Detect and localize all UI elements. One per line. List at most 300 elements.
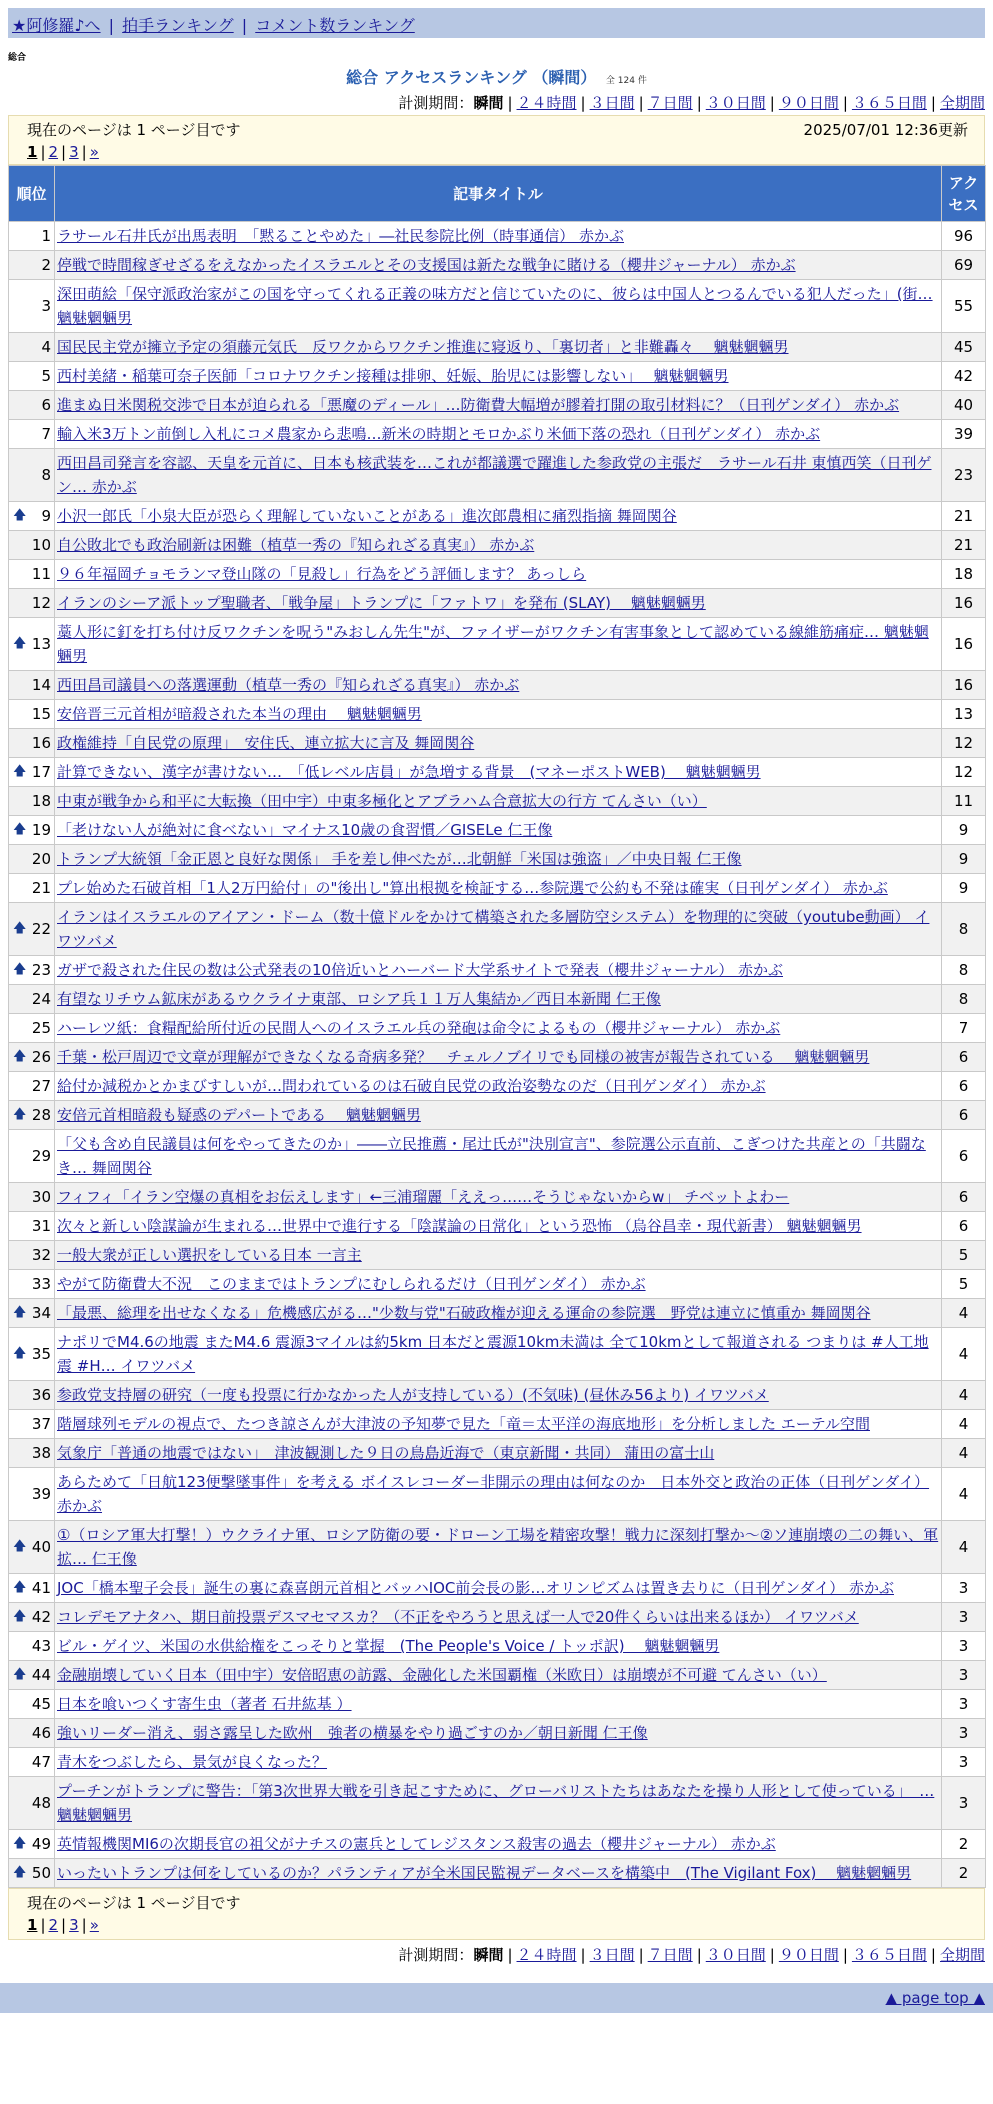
access-count: 18 xyxy=(942,560,986,589)
access-count: 3 xyxy=(942,1661,986,1690)
access-count: 16 xyxy=(942,618,986,671)
rank-number: 20 xyxy=(31,850,51,868)
article-link[interactable]: ９６年福岡チョモランマ登山隊の「見殺し」行為をどう評価します？ あっしら xyxy=(57,565,587,583)
table-row xyxy=(9,787,986,816)
article-link[interactable]: ビル・ゲイツ、米国の水供給権をこっそりと掌握 (The People's Voice / トッポ訳) 魑魅魍魎男 xyxy=(57,1637,720,1655)
article-link[interactable]: ハーレツ紙：食糧配給所付近の民間人へのイスラエル兵の発砲は命令によるもの（櫻井ジャーナル） 赤かぶ xyxy=(57,1019,781,1037)
table-row xyxy=(9,1212,986,1241)
title-cell xyxy=(55,1661,942,1690)
title-cell xyxy=(55,787,942,816)
table-row xyxy=(9,1439,986,1468)
table-row xyxy=(9,1719,986,1748)
table-row xyxy=(9,420,986,449)
table-row xyxy=(9,816,986,845)
current-page-text-bottom: 現在のページは 1 ページ目です xyxy=(27,1894,241,1912)
table-row xyxy=(9,280,986,333)
header-rank: 順位 xyxy=(9,166,55,222)
article-link[interactable]: 一般大衆が正しい選択をしている日本 一言主 xyxy=(57,1246,362,1264)
article-link[interactable]: 青木をつぶしたら、景気が良くなった？ xyxy=(57,1753,328,1771)
rank-cell xyxy=(9,903,55,956)
rank-number: 28 xyxy=(31,1106,51,1124)
title-cell xyxy=(55,362,942,391)
article-link[interactable]: 安倍晋三元首相が暗殺された本当の理由 魑魅魍魎男 xyxy=(57,705,422,723)
table-row xyxy=(9,1603,986,1632)
rank-cell xyxy=(9,362,55,391)
article-link[interactable]: 小沢一郎氏「小泉大臣が恐らく理解していないことがある」進次郎農相に痛烈指摘 舞岡関谷 xyxy=(57,507,677,525)
access-count: 13 xyxy=(942,700,986,729)
article-link[interactable]: ①（ロシア軍大打撃！）ウクライナ軍、ロシア防衛の要・ドローン工場を精密攻撃！戦力に深刻打撃か～②ソ連崩壊の二の舞い、軍拡… 仁王像 xyxy=(57,1526,939,1568)
page-link-3[interactable]: 3 xyxy=(69,1916,79,1934)
article-link[interactable]: 藁人形に釘を打ち付け反ワクチンを呪う"みおしん先生"が、ファイザーがワクチン有害事象として認めている線維筋痛症… 魑魅魍魎男 xyxy=(57,623,929,665)
table-row xyxy=(9,1183,986,1212)
up-arrow-icon: 🡅 xyxy=(13,1836,27,1851)
article-link[interactable]: 階層球列モデルの視点で、たつき諒さんが大津波の予知夢で見た「竜＝太平洋の海底地形」を分析しました エーテル空間 xyxy=(57,1415,870,1433)
up-arrow-icon: 🡅 xyxy=(13,1580,27,1595)
period-link-3[interactable]: ３０日間 xyxy=(705,1946,766,1964)
table-row xyxy=(9,251,986,280)
rank-number: 12 xyxy=(31,594,51,612)
period-link-2[interactable]: ７日間 xyxy=(647,1946,693,1964)
period-link-1[interactable]: ３日間 xyxy=(589,94,635,112)
article-link[interactable]: JOC「橋本聖子会長」誕生の裏に森喜朗元首相とバッハIOC前会長の影…オリンピズムは置き去りに（日刊ゲンダイ） 赤かぶ xyxy=(57,1579,894,1597)
rank-cell xyxy=(9,845,55,874)
period-separator: | xyxy=(842,1946,848,1964)
access-count: 4 xyxy=(942,1410,986,1439)
rank-number: 9 xyxy=(41,507,51,525)
article-link[interactable]: 計算できない、漢字が書けない… 「低レベル店員」が急増する背景 (マネーポストWEB) 魑魅魍魎男 xyxy=(57,763,761,781)
rank-cell xyxy=(9,280,55,333)
article-link[interactable]: あらためて「日航123便撃墜事件」を考える ボイスレコーダー非開示の理由は何なのか 日本外交と政治の正体（日刊ゲンダイ） 赤かぶ xyxy=(57,1473,930,1515)
article-link[interactable]: 深田萌絵「保守派政治家がこの国を守ってくれる正義の味方だと信じていたのに、彼らは中国人とつるんでいる犯人だった」(街… 魑魅魍魎男 xyxy=(57,285,933,327)
top-nav xyxy=(8,8,985,38)
applause-ranking-link[interactable]: 拍手ランキング xyxy=(122,16,234,35)
article-link[interactable]: 政権維持「自民党の原理」 安住氏、連立拡大に言及 舞岡関谷 xyxy=(57,734,475,752)
access-count: 6 xyxy=(942,1101,986,1130)
access-count: 6 xyxy=(942,1183,986,1212)
rank-cell xyxy=(9,1328,55,1381)
period-link-2[interactable]: ７日間 xyxy=(647,94,693,112)
up-arrow-icon: 🡅 xyxy=(13,764,27,779)
rank-cell xyxy=(9,502,55,531)
article-link[interactable]: 気象庁「普通の地震ではない」 津波観測した９日の鳥島近海で（東京新聞・共同） 蒲田の富士山 xyxy=(57,1444,715,1462)
title-cell xyxy=(55,333,942,362)
access-count: 55 xyxy=(942,280,986,333)
rank-number: 25 xyxy=(31,1019,51,1037)
access-count: 21 xyxy=(942,502,986,531)
title-cell xyxy=(55,1521,942,1574)
page-separator: | xyxy=(40,1916,46,1934)
up-arrow-icon: 🡅 xyxy=(13,1667,27,1682)
up-arrow-icon: 🡅 xyxy=(13,1049,27,1064)
table-row xyxy=(9,1014,986,1043)
access-count: 3 xyxy=(942,1632,986,1661)
table-row xyxy=(9,1101,986,1130)
comment-ranking-link[interactable]: コメント数ランキング xyxy=(255,16,415,35)
title-cell xyxy=(55,845,942,874)
article-link[interactable]: プーチンがトランプに警告：「第3次世界大戦を引き起こすために、グローバリストたちはあなたを操り人形として使っている」 … 魑魅魍魎男 xyxy=(57,1782,935,1824)
rank-number: 4 xyxy=(41,338,51,356)
access-count: 2 xyxy=(942,1859,986,1888)
rank-number: 49 xyxy=(31,1835,51,1853)
table-row xyxy=(9,1328,986,1381)
rank-cell xyxy=(9,1521,55,1574)
rank-cell xyxy=(9,1410,55,1439)
rank-number: 18 xyxy=(31,792,51,810)
article-link[interactable]: 強いリーダー消え、弱さ露呈した欧州 強者の横暴をやり過ごすのか／朝日新聞 仁王像 xyxy=(57,1724,648,1742)
title-cell xyxy=(55,903,942,956)
current-page-text: 現在のページは 1 ページ目です xyxy=(27,121,241,139)
article-link[interactable]: 輸入米3万トン前倒し入札にコメ農家から悲鳴…新米の時期とモロかぶり米価下落の恐れ（日刊ゲンダイ） 赤かぶ xyxy=(57,425,821,443)
title-cell xyxy=(55,1130,942,1183)
article-link[interactable]: ガザで殺された住民の数は公式発表の10倍近いとハーバード大学系サイトで発表（櫻井ジャーナル） 赤かぶ xyxy=(57,961,784,979)
up-arrow-icon: 🡅 xyxy=(13,508,27,523)
article-link[interactable]: 英情報機関MI6の次期長官の祖父がナチスの憲兵としてレジスタンス殺害の過去（櫻井ジャーナル） 赤かぶ xyxy=(57,1835,776,1853)
rank-number: 32 xyxy=(31,1246,51,1264)
period-link-1[interactable]: ３日間 xyxy=(589,1946,635,1964)
rank-number: 50 xyxy=(31,1864,51,1882)
rank-number: 33 xyxy=(31,1275,51,1293)
updated-time: 2025/07/01 12:36更新 xyxy=(803,121,968,139)
rank-cell xyxy=(9,449,55,502)
rank-cell xyxy=(9,333,55,362)
title-cell xyxy=(55,1183,942,1212)
rank-number: 47 xyxy=(31,1753,51,1771)
access-count: 3 xyxy=(942,1777,986,1830)
title-cell xyxy=(55,1014,942,1043)
table-row xyxy=(9,333,986,362)
period-separator: | xyxy=(580,1946,586,1964)
table-row xyxy=(9,956,986,985)
rank-cell xyxy=(9,700,55,729)
period-link-0[interactable]: ２４時間 xyxy=(516,1946,577,1964)
rank-number: 2 xyxy=(41,256,51,274)
table-row xyxy=(9,903,986,956)
page-link-2[interactable]: 2 xyxy=(48,143,59,161)
rank-number: 30 xyxy=(31,1188,51,1206)
period-link-6[interactable]: 全期間 xyxy=(939,1946,985,1964)
table-row xyxy=(9,758,986,787)
rank-number: 7 xyxy=(41,425,51,443)
period-separator: | xyxy=(638,94,644,112)
up-arrow-icon: 🡅 xyxy=(13,1305,27,1320)
table-row xyxy=(9,618,986,671)
title-cell xyxy=(55,700,942,729)
table-row xyxy=(9,1632,986,1661)
table-row xyxy=(9,560,986,589)
title-cell xyxy=(55,1299,942,1328)
rank-number: 23 xyxy=(31,961,51,979)
period-link-6[interactable]: 全期間 xyxy=(939,94,985,112)
rank-number: 21 xyxy=(31,879,51,897)
access-count: 6 xyxy=(942,1043,986,1072)
access-count: 2 xyxy=(942,1830,986,1859)
title-cell xyxy=(55,1830,942,1859)
page-separator: | xyxy=(81,1916,87,1934)
article-link[interactable]: 「最悪、総理を出せなくなる」危機感広がる…"少数与党"石破政権が迎える運命の参院選 野党は連立に慎重か 舞岡関谷 xyxy=(57,1304,871,1322)
title-cell xyxy=(55,1328,942,1381)
access-count: 12 xyxy=(942,729,986,758)
title-cell xyxy=(55,956,942,985)
page-separator: | xyxy=(61,1916,67,1934)
rank-cell xyxy=(9,1468,55,1521)
nav-separator: | xyxy=(241,16,248,35)
title-cell xyxy=(55,1574,942,1603)
title-cell xyxy=(55,1439,942,1468)
table-row xyxy=(9,449,986,502)
up-arrow-icon: 🡅 xyxy=(13,1865,27,1880)
article-link[interactable]: 西田昌司発言を容認、天皇を元首に、日本も核武装を…これが都議選で躍進した参政党の主張だ ラサール石井 東慎西笑（日刊ゲン… 赤かぶ xyxy=(57,454,932,496)
access-count: 96 xyxy=(942,222,986,251)
period-link-5[interactable]: ３６５日間 xyxy=(851,1946,927,1964)
page-current: 1 xyxy=(27,1916,38,1934)
title-cell xyxy=(55,1719,942,1748)
rank-cell xyxy=(9,618,55,671)
article-link[interactable]: 次々と新しい陰謀論が生まれる…世界中で進行する「陰謀論の日常化」という恐怖 （烏谷昌幸・現代新書） 魑魅魍魎男 xyxy=(57,1217,862,1235)
rank-number: 10 xyxy=(31,536,51,554)
article-link[interactable]: 給付か減税かとかまびすしいが…問われているのは石破自民党の政治姿勢なのだ（日刊ゲンダイ） 赤かぶ xyxy=(57,1077,766,1095)
article-link[interactable]: イランはイスラエルのアイアン・ドーム（数十億ドルをかけて構築された多層防空システム）を物理的に突破（youtube動画） イワツバメ xyxy=(57,908,930,950)
access-count: 12 xyxy=(942,758,986,787)
rank-cell xyxy=(9,1381,55,1410)
ranking-title: 総合 アクセスランキング （瞬間） xyxy=(346,68,597,87)
table-row xyxy=(9,531,986,560)
access-count: 3 xyxy=(942,1690,986,1719)
rank-number: 45 xyxy=(31,1695,51,1713)
article-link[interactable]: 西田昌司議員への落選運動（植草一秀の『知られざる真実』） 赤かぶ xyxy=(57,676,520,694)
access-count: 4 xyxy=(942,1381,986,1410)
rank-number: 48 xyxy=(31,1794,51,1812)
access-count: 16 xyxy=(942,589,986,618)
article-link[interactable]: 千葉・松戸周辺で文章が理解ができなくなる奇病多発？ チェルノブイリでも同様の被害が報告されている 魑魅魍魎男 xyxy=(57,1048,870,1066)
rank-number: 5 xyxy=(41,367,51,385)
rank-number: 44 xyxy=(31,1666,51,1684)
period-link-4[interactable]: ９０日間 xyxy=(778,1946,839,1964)
title-cell xyxy=(55,816,942,845)
ranking-table xyxy=(8,165,986,1888)
title-cell xyxy=(55,671,942,700)
article-link[interactable]: 日本を喰いつくす寄生虫（著者 石井紘基 ） xyxy=(57,1695,352,1713)
access-count: 3 xyxy=(942,1748,986,1777)
up-arrow-icon: 🡅 xyxy=(13,1346,27,1361)
title-cell xyxy=(55,1690,942,1719)
title-cell xyxy=(55,1777,942,1830)
table-row xyxy=(9,1043,986,1072)
rank-number: 17 xyxy=(31,763,51,781)
rank-cell xyxy=(9,1603,55,1632)
article-link[interactable]: コレデモアナタハ、期日前投票デスマセマスカ？（不正をやろうと思えば一人で20件くらいは出来るほか） イワツバメ xyxy=(57,1608,859,1626)
page-separator: | xyxy=(81,143,87,161)
rank-number: 14 xyxy=(31,676,51,694)
access-count: 42 xyxy=(942,362,986,391)
rank-number: 46 xyxy=(31,1724,51,1742)
page-link-»[interactable]: » xyxy=(89,143,99,161)
period-separator: | xyxy=(507,1946,513,1964)
title-cell xyxy=(55,502,942,531)
page-current: 1 xyxy=(27,143,38,161)
rank-cell xyxy=(9,1101,55,1130)
access-count: 39 xyxy=(942,420,986,449)
rank-cell xyxy=(9,1719,55,1748)
rank-number: 26 xyxy=(31,1048,51,1066)
access-count: 9 xyxy=(942,874,986,903)
period-link-5[interactable]: ３６５日間 xyxy=(851,94,927,112)
article-link[interactable]: いったいトランプは何をしているのか？パランティアが全米国民監視データベースを構築中 (The Vigilant Fox) 魑魅魍魎男 xyxy=(57,1864,912,1882)
table-row xyxy=(9,1072,986,1101)
period-link-3[interactable]: ３０日間 xyxy=(705,94,766,112)
access-count: 5 xyxy=(942,1241,986,1270)
access-count: 4 xyxy=(942,1439,986,1468)
page-top-link[interactable]: ▲ page top ▲ xyxy=(885,1989,985,2007)
rank-cell xyxy=(9,1859,55,1888)
title-cell xyxy=(55,985,942,1014)
table-row xyxy=(9,700,986,729)
article-link[interactable]: 西村美緒・稲葉可奈子医師「コロナワクチン接種は排卵、妊娠、胎児には影響しない」 魑魅魍魎男 xyxy=(57,367,729,385)
period-current: 瞬間 xyxy=(473,1946,504,1964)
page-link-3[interactable]: 3 xyxy=(69,143,79,161)
rank-number: 22 xyxy=(31,920,51,938)
rank-number: 38 xyxy=(31,1444,51,1462)
article-link[interactable]: 有望なリチウム鉱床があるウクライナ東部、ロシア兵１１万人集結か／西日本新聞 仁王像 xyxy=(57,990,661,1008)
title-cell xyxy=(55,1043,942,1072)
access-count: 4 xyxy=(942,1468,986,1521)
rank-number: 36 xyxy=(31,1386,51,1404)
title-cell xyxy=(55,589,942,618)
article-link[interactable]: イランのシーア派トップ聖職者、「戦争屋」トランプに「ファトワ」を発布 (SLAY) 魑魅魍魎男 xyxy=(57,594,706,612)
up-arrow-icon: 🡅 xyxy=(13,962,27,977)
article-link[interactable]: 国民民主党が擁立予定の須藤元気氏 反ワクからワクチン推進に寝返り、「裏切者」と非難轟々 魑魅魍魎男 xyxy=(57,338,789,356)
rank-cell xyxy=(9,560,55,589)
table-row xyxy=(9,1241,986,1270)
article-link[interactable]: フィフィ「イラン空爆の真相をお伝えします」←三浦瑠麗「ええっ……そうじゃないからw」 チベットよわー xyxy=(57,1188,790,1206)
access-count: 69 xyxy=(942,251,986,280)
title-cell xyxy=(55,531,942,560)
pagination-bottom xyxy=(27,1916,968,1934)
rank-cell xyxy=(9,787,55,816)
rank-number: 15 xyxy=(31,705,51,723)
title-cell xyxy=(55,1859,942,1888)
table-row xyxy=(9,1270,986,1299)
article-link[interactable]: 進まぬ日米関税交渉で日本が迫られる「悪魔のディール」…防衛費大幅増が膠着打開の取引材料に？（日刊ゲンダイ） 赤かぶ xyxy=(57,396,900,414)
access-count: 45 xyxy=(942,333,986,362)
rank-number: 8 xyxy=(41,466,51,484)
title-cell xyxy=(55,874,942,903)
rank-number: 24 xyxy=(31,990,51,1008)
period-label: 計測期間： xyxy=(398,94,474,112)
up-arrow-icon: 🡅 xyxy=(13,1609,27,1624)
access-count: 4 xyxy=(942,1328,986,1381)
rank-number: 19 xyxy=(31,821,51,839)
rank-cell xyxy=(9,1830,55,1859)
title-cell xyxy=(55,449,942,502)
home-link[interactable]: ★阿修羅♪へ xyxy=(12,16,101,35)
table-row xyxy=(9,985,986,1014)
article-link[interactable]: ラサール石井氏が出馬表明 「黙ることやめた」―社民参院比例（時事通信） 赤かぶ xyxy=(57,227,624,245)
access-count: 21 xyxy=(942,531,986,560)
article-link[interactable]: 中東が戦争から和平に大転換（田中宇）中東多極化とアブラハム合意拡大の行方 てんさい（い） xyxy=(57,792,707,810)
rank-cell xyxy=(9,816,55,845)
rank-cell xyxy=(9,729,55,758)
article-link[interactable]: ナポリでM4.6の地震 またM4.6 震源3マイルは約5km 日本だと震源10km未満は 全て10kmとして報道される つまりは #人工地震 #H… イワツバメ xyxy=(57,1333,929,1375)
rank-number: 37 xyxy=(31,1415,51,1433)
rank-cell xyxy=(9,531,55,560)
rank-cell xyxy=(9,1270,55,1299)
article-link[interactable]: 停戦で時間稼ぎせざるをえなかったイスラエルとその支援国は新たな戦争に賭ける（櫻井ジャーナル） 赤かぶ xyxy=(57,256,796,274)
nav-separator: | xyxy=(108,16,115,35)
access-count: 6 xyxy=(942,1212,986,1241)
table-row xyxy=(9,729,986,758)
article-link[interactable]: 自公敗北でも政治刷新は困難（植草一秀の『知られざる真実』） 赤かぶ xyxy=(57,536,535,554)
footer-bar xyxy=(0,1983,993,2013)
rank-number: 11 xyxy=(31,565,51,583)
page-separator: | xyxy=(61,143,67,161)
access-count: 3 xyxy=(942,1574,986,1603)
table-row xyxy=(9,1381,986,1410)
table-row xyxy=(9,1410,986,1439)
up-arrow-icon: 🡅 xyxy=(13,822,27,837)
period-link-4[interactable]: ９０日間 xyxy=(778,94,839,112)
up-arrow-icon: 🡅 xyxy=(13,636,27,651)
table-row xyxy=(9,845,986,874)
table-row xyxy=(9,502,986,531)
rank-cell xyxy=(9,420,55,449)
rank-number: 40 xyxy=(31,1538,51,1556)
rank-number: 34 xyxy=(31,1304,51,1322)
article-link[interactable]: 「老けない人が絶対に食べない」マイナス10歳の食習慣／GISELe 仁王像 xyxy=(57,821,553,839)
rank-cell xyxy=(9,758,55,787)
rank-cell xyxy=(9,1748,55,1777)
rank-cell xyxy=(9,1299,55,1328)
article-link[interactable]: プレ始めた石破首相「1人2万円給付」の"後出し"算出根拠を検証する…参院選で公約も不発は確実（日刊ゲンダイ） 赤かぶ xyxy=(57,879,888,897)
period-link-0[interactable]: ２４時間 xyxy=(516,94,577,112)
page-link-2[interactable]: 2 xyxy=(48,1916,59,1934)
rank-cell xyxy=(9,1043,55,1072)
title-cell xyxy=(55,1603,942,1632)
rank-cell xyxy=(9,1241,55,1270)
article-link[interactable]: やがて防衛費大不況 このままではトランプにむしられるだけ（日刊ゲンダイ） 赤かぶ xyxy=(57,1275,646,1293)
rank-number: 39 xyxy=(31,1485,51,1503)
title-cell xyxy=(55,1468,942,1521)
title-cell xyxy=(55,1072,942,1101)
up-arrow-icon: 🡅 xyxy=(13,921,27,936)
access-count: 9 xyxy=(942,816,986,845)
article-link[interactable]: 「父も含め自民議員は何をやってきたのか」――立民推薦・尾辻氏が"決別宣言"、参院選公示直前、こぎつけた共産との「共闘なき… 舞岡関谷 xyxy=(57,1135,926,1177)
rank-number: 29 xyxy=(31,1147,51,1165)
article-link[interactable]: 参政党支持層の研究（一度も投票に行かなかった人が支持している）(不気味) (昼休み56より) イワツバメ xyxy=(57,1386,769,1404)
title-cell xyxy=(55,222,942,251)
article-link[interactable]: トランプ大統領「金正恩と良好な関係」 手を差し伸べたが…北朝鮮「米国は強盗」／中央日報 仁王像 xyxy=(57,850,742,868)
rank-cell xyxy=(9,671,55,700)
table-row xyxy=(9,1130,986,1183)
access-count: 8 xyxy=(942,956,986,985)
table-row xyxy=(9,1574,986,1603)
rank-number: 35 xyxy=(31,1345,51,1363)
title-cell xyxy=(55,280,942,333)
period-separator: | xyxy=(769,1946,775,1964)
access-count: 16 xyxy=(942,671,986,700)
rank-cell xyxy=(9,589,55,618)
article-link[interactable]: 金融崩壊していく日本（田中宇）安倍昭恵の訪露、金融化した米国覇権（米欧日）は崩壊が不可避 てんさい（い） xyxy=(57,1666,827,1684)
title-cell xyxy=(55,758,942,787)
page-link-»[interactable]: » xyxy=(89,1916,99,1934)
table-row xyxy=(9,222,986,251)
access-count: 40 xyxy=(942,391,986,420)
rank-cell xyxy=(9,874,55,903)
period-separator: | xyxy=(930,94,936,112)
page-separator: | xyxy=(40,143,46,161)
rank-number: 43 xyxy=(31,1637,51,1655)
table-row xyxy=(9,589,986,618)
article-link[interactable]: 安倍元首相暗殺も疑惑のデパートである 魑魅魍魎男 xyxy=(57,1106,421,1124)
